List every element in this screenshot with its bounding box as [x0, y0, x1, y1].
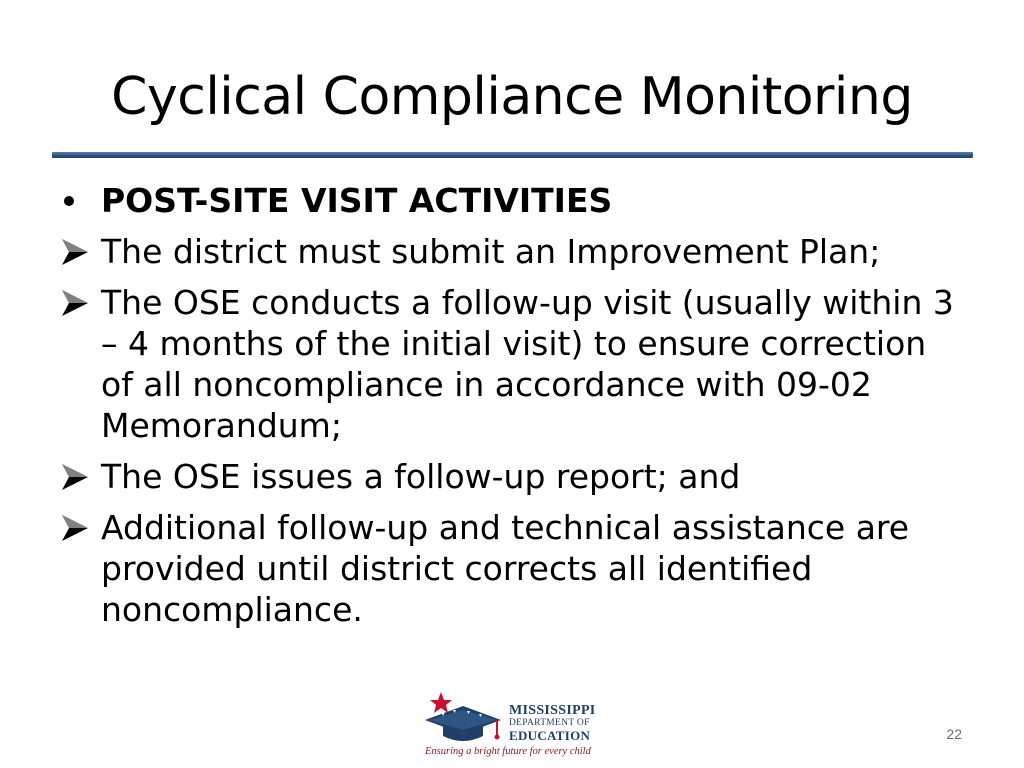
arrow-bullet-icon [58, 456, 98, 497]
logo-wordmark [509, 704, 596, 743]
sub-bullet-item [58, 231, 968, 272]
arrow-bullet-icon [58, 282, 98, 323]
sub-bullet-item [58, 456, 968, 497]
title-divider [52, 152, 973, 158]
arrow-bullet-icon [58, 507, 98, 548]
logo-line2: DEPARTMENT OF [509, 718, 590, 728]
slide-content [58, 180, 968, 640]
heading-text: POST-SITE VISIT ACTIVITIES [101, 181, 613, 220]
bullet-item-heading [58, 180, 968, 221]
item-text: The OSE issues a follow-up report; and [101, 457, 741, 496]
graduation-cap-star-icon [423, 690, 505, 746]
logo-line3: EDUCATION [509, 728, 591, 743]
item-text: The district must submit an Improvement Plan; [101, 232, 881, 271]
logo-tagline: Ensuring a bright future for every child [425, 746, 591, 757]
logo-line1: MISSISSIPPI [509, 703, 596, 718]
item-text: Additional follow-up and technical assistance are provided until district corrects all identified noncompliance. [101, 508, 910, 629]
sub-bullet-item [58, 282, 968, 446]
item-text: The OSE conducts a follow-up visit (usually within 3 – 4 months of the initial visit) to ensure correction of all noncompliance in accordance with 09-02 Memorandum; [101, 283, 954, 445]
round-bullet-icon [58, 180, 98, 221]
page-number: 22 [946, 726, 962, 742]
arrow-bullet-icon [58, 231, 98, 272]
mde-logo [423, 690, 603, 764]
sub-bullet-item [58, 507, 968, 630]
slide-title: Cyclical Compliance Monitoring [111, 67, 913, 127]
